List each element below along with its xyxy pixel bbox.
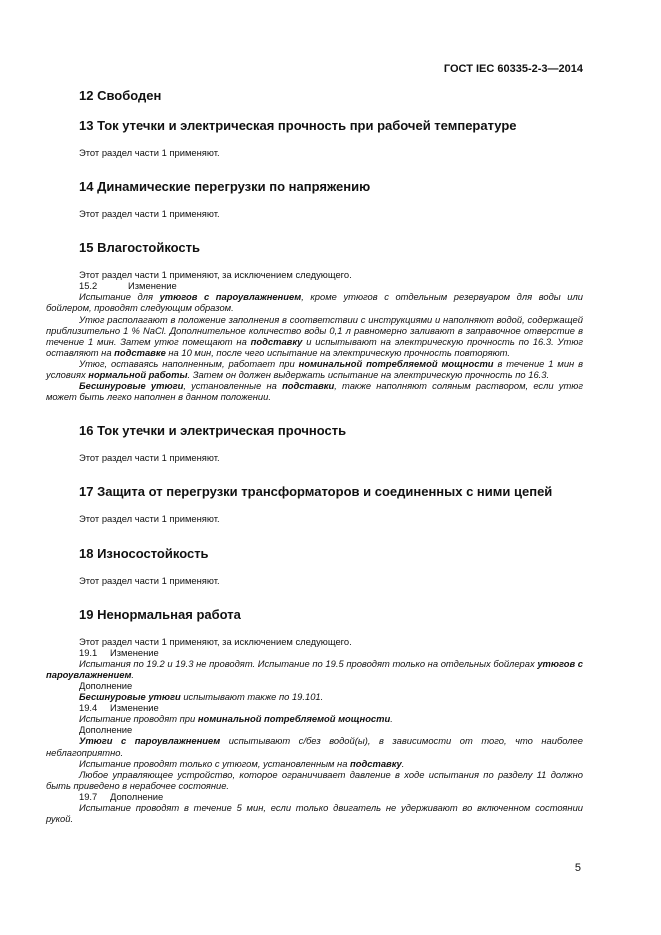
section-14-body: Этот раздел части 1 применяют. [79, 208, 220, 220]
term: Бесшнуровые утюги [79, 380, 184, 392]
term: номинальной потребляемой мощности [298, 357, 494, 369]
paragraph [46, 658, 583, 680]
text: Утюг располагают в положение заполнения в соответствии с инструкциями и наполняют водой, содержащей приблизительно 1 % NaCl. Дополнительное количество воды 0,1 л равномерно заливают в заправочное отверстие в течение 1 мин. Затем утюг помещают на [46, 313, 583, 347]
term: Утюги с пароувлажнением [79, 735, 221, 747]
text: Испытание для [79, 291, 160, 303]
section-13-body: Этот раздел части 1 применяют. [79, 147, 220, 158]
section-16-title: 16 Ток утечки и электрическая прочность [79, 423, 347, 439]
term: номинальной потребляемой мощности [197, 713, 391, 725]
addition-label: Дополнение [79, 724, 133, 736]
paragraph [46, 291, 583, 313]
text: в течение 1 мин в условиях [46, 357, 583, 381]
section-17-body: Этот раздел части 1 применяют. [79, 513, 220, 525]
document-header: ГОСТ IEC 60335-2-3—2014 [443, 63, 583, 75]
section-18-body: Этот раздел части 1 применяют. [79, 574, 220, 586]
subsection-label: Изменение [110, 646, 159, 658]
paragraph [46, 380, 583, 402]
section-16-body: Этот раздел части 1 применяют. [79, 452, 220, 464]
text: . Затем он должен выдержать испытание на электрическую прочность по 16.3. [187, 369, 550, 381]
text: . [131, 668, 135, 680]
text: на 10 мин, после чего испытание на электрическую прочность повторяют. [165, 346, 510, 358]
term: подставку [350, 757, 402, 769]
text: . [390, 713, 393, 725]
text: испытывают с/без водой(ы), в зависимости от того, что наиболее неблагоприятно. [46, 735, 583, 758]
subsection-label: Дополнение [110, 790, 164, 802]
section-13-title: 13 Ток утечки и электрическая прочность при рабочей температуре [79, 118, 517, 133]
term: подставке [114, 346, 166, 358]
text: испытывают также по 19.101. [180, 691, 324, 703]
text: Испытание проводят только с утюгом, установленным на [79, 757, 351, 769]
section-19-title: 19 Ненормальная работа [79, 606, 241, 622]
text: , также наполняют соляным раствором, если утюг может быть легко наполнен в данном положении. [46, 380, 583, 403]
term: Бесшнуровые утюги [79, 691, 181, 703]
text: , кроме утюгов с отдельным резервуаром для воды или бойлером, проводят следующим образом. [46, 291, 583, 314]
term: утюгов с пароувлажнением [46, 657, 583, 680]
section-17-title: 17 Защита от перегрузки трансформаторов и соединенных с ними цепей [79, 484, 553, 500]
paragraph [79, 758, 583, 769]
term: утюгов с пароувлажнением [159, 291, 302, 303]
subsection-number: 19.1 [79, 646, 98, 658]
section-14-title: 14 Динамические перегрузки по напряжению [79, 179, 371, 195]
paragraph: Испытание проводят в течение 5 мин, если только двигатель не удерживают во включенном состоянии рукой. [46, 802, 583, 825]
subsection-19-7 [79, 791, 583, 802]
section-12-title: 12 Свободен [79, 88, 162, 103]
text: Утюг, оставаясь наполненным, работает при [79, 357, 299, 369]
section-18-title: 18 Износостойкость [79, 545, 209, 561]
section-15-title: 15 Влагостойкость [79, 240, 201, 256]
paragraph [79, 691, 583, 702]
text: Испытания по 19.2 и 19.3 не проводят. Испытание по 19.5 проводят только на отдельных бойлерах [79, 657, 538, 669]
text: и испытывают на электрическую прочность по 16.3. Утюг оставляют на [46, 335, 583, 358]
text: , установленные на [183, 380, 283, 392]
paragraph [46, 358, 583, 380]
subsection-number: 15.2 [79, 280, 98, 292]
page-content [46, 88, 583, 825]
subsection-19-4 [79, 702, 583, 713]
paragraph [46, 735, 583, 757]
paragraph: Любое управляющее устройство, которое ограничивает давление в ходе испытания по разделу 11 должно быть приведено в нерабочее состояние. [46, 768, 583, 791]
paragraph [46, 314, 583, 358]
addition-label: Дополнение [79, 679, 133, 691]
text: Испытание проводят при [79, 713, 198, 725]
subsection-19-1 [79, 647, 583, 658]
subsection-label: Изменение [128, 280, 177, 292]
subsection-number: 19.4 [79, 702, 98, 714]
section-15-intro: Этот раздел части 1 применяют, за исключением следующего. [79, 269, 352, 281]
text: . [401, 757, 405, 769]
page-number: 5 [574, 862, 581, 874]
section-19-intro: Этот раздел части 1 применяют, за исключением следующего. [79, 635, 352, 647]
section-19-body [46, 635, 583, 825]
subsection-number: 19.7 [79, 790, 98, 802]
term: подставки [282, 380, 335, 392]
paragraph [79, 713, 583, 724]
subsection-label: Изменение [110, 702, 159, 714]
term: нормальной работы [88, 369, 188, 381]
subsection-15-2 [79, 280, 583, 291]
term: подставку [250, 335, 303, 347]
section-15-body [46, 269, 583, 403]
